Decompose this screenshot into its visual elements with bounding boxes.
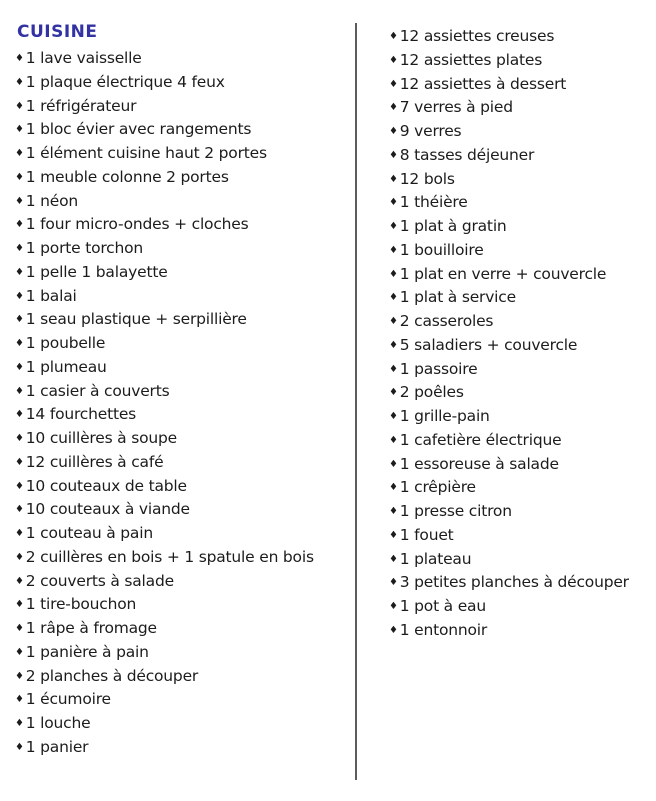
- item-text: 1 cafetière électrique: [399, 430, 562, 449]
- list-item: [15, 642, 314, 666]
- page-title: CUISINE: [17, 22, 98, 42]
- list-item: [389, 549, 629, 573]
- column-divider-line: [355, 23, 357, 780]
- list-item: [15, 618, 314, 642]
- item-text: 1 bloc évier avec rangements: [25, 120, 252, 139]
- diamond-bullet-icon: ♦: [389, 624, 398, 636]
- item-text: 2 planches à découper: [25, 666, 199, 685]
- list-item: [389, 359, 629, 383]
- item-text: 7 verres à pied: [399, 98, 513, 117]
- list-item: [389, 382, 629, 406]
- list-item: [15, 119, 314, 143]
- item-text: 12 assiettes creuses: [399, 27, 555, 45]
- list-item: [15, 404, 314, 428]
- item-text: 1 élément cuisine haut 2 portes: [25, 144, 267, 162]
- diamond-bullet-icon: ♦: [15, 480, 24, 492]
- diamond-bullet-icon: ♦: [389, 31, 398, 42]
- diamond-bullet-icon: ♦: [15, 195, 24, 207]
- item-text: 1 porte torchon: [25, 239, 144, 257]
- diamond-bullet-icon: ♦: [389, 434, 398, 446]
- item-text: 14 fourchettes: [25, 405, 137, 424]
- diamond-bullet-icon: ♦: [389, 458, 398, 470]
- left-column: [15, 22, 314, 761]
- list-item: [15, 571, 314, 595]
- diamond-bullet-icon: ♦: [15, 694, 24, 706]
- item-text: 1 passoire: [399, 359, 478, 378]
- list-item: [15, 143, 314, 167]
- diamond-bullet-icon: ♦: [389, 506, 398, 517]
- diamond-bullet-icon: ♦: [15, 314, 24, 326]
- item-text: 1 entonnoir: [399, 620, 488, 639]
- item-text: 12 assiettes plates: [399, 50, 543, 69]
- list-item: [15, 214, 314, 238]
- list-item: [15, 167, 314, 191]
- list-item: [15, 713, 314, 737]
- list-item: [389, 430, 629, 454]
- list-item: [389, 335, 629, 359]
- list-item: [389, 311, 629, 335]
- diamond-bullet-icon: ♦: [389, 363, 398, 375]
- item-text: 1 poubelle: [25, 334, 106, 352]
- diamond-bullet-icon: ♦: [15, 409, 24, 421]
- item-text: 1 réfrigérateur: [25, 96, 137, 115]
- item-text: 1 essoreuse à salade: [399, 454, 559, 473]
- item-text: 2 casseroles: [399, 312, 494, 330]
- list-item: [15, 499, 314, 523]
- diamond-bullet-icon: ♦: [15, 456, 24, 468]
- item-text: 12 bols: [399, 169, 455, 188]
- item-text: 1 théière: [399, 193, 468, 212]
- list-item: [15, 309, 314, 333]
- diamond-bullet-icon: ♦: [389, 197, 398, 209]
- diamond-bullet-icon: ♦: [389, 577, 398, 589]
- diamond-bullet-icon: ♦: [15, 551, 24, 563]
- list-item: [15, 666, 314, 690]
- item-text: 2 poêles: [399, 383, 464, 402]
- item-text: 1 néon: [25, 191, 79, 210]
- diamond-bullet-icon: ♦: [389, 553, 398, 565]
- diamond-bullet-icon: ♦: [389, 601, 398, 612]
- diamond-bullet-icon: ♦: [15, 100, 24, 112]
- diamond-bullet-icon: ♦: [389, 78, 398, 90]
- list-item: [15, 333, 314, 357]
- item-text: 1 crêpière: [399, 478, 476, 497]
- list-item: [389, 192, 629, 216]
- item-text: 1 balai: [25, 286, 77, 305]
- diamond-bullet-icon: ♦: [15, 219, 24, 231]
- list-item: [389, 169, 629, 193]
- list-item: [389, 525, 629, 549]
- diamond-bullet-icon: ♦: [15, 623, 24, 634]
- list-item: [15, 689, 314, 713]
- item-text: 1 couteau à pain: [25, 524, 153, 542]
- diamond-bullet-icon: ♦: [15, 528, 24, 539]
- item-text: 1 panier: [25, 737, 89, 756]
- list-item: [15, 357, 314, 381]
- left-item-list: [15, 48, 314, 761]
- list-item: [389, 454, 629, 478]
- diamond-bullet-icon: ♦: [389, 268, 398, 280]
- list-item: [15, 594, 314, 618]
- diamond-bullet-icon: ♦: [15, 599, 24, 611]
- list-item: [389, 26, 629, 50]
- diamond-bullet-icon: ♦: [15, 171, 24, 183]
- diamond-bullet-icon: ♦: [15, 124, 24, 136]
- list-item: [389, 121, 629, 145]
- diamond-bullet-icon: ♦: [15, 646, 24, 658]
- item-text: 10 couteaux de table: [25, 476, 187, 495]
- diamond-bullet-icon: ♦: [15, 53, 24, 64]
- list-item: [389, 145, 629, 169]
- item-text: 1 plat à service: [399, 288, 516, 307]
- item-text: 1 pot à eau: [399, 597, 486, 615]
- item-text: 10 cuillères à soupe: [25, 429, 177, 447]
- list-item: [15, 48, 314, 72]
- list-item: [389, 74, 629, 98]
- diamond-bullet-icon: ♦: [389, 292, 398, 304]
- item-text: 5 saladiers + couvercle: [399, 335, 578, 354]
- list-item: [15, 286, 314, 310]
- diamond-bullet-icon: ♦: [389, 411, 398, 422]
- item-text: 2 couverts à salade: [25, 571, 174, 590]
- list-item: [15, 476, 314, 500]
- diamond-bullet-icon: ♦: [15, 433, 24, 444]
- diamond-bullet-icon: ♦: [15, 504, 24, 516]
- item-text: 1 panière à pain: [25, 642, 149, 661]
- item-text: 1 plaque électrique 4 feux: [25, 72, 225, 91]
- diamond-bullet-icon: ♦: [15, 76, 24, 88]
- list-item: [389, 264, 629, 288]
- diamond-bullet-icon: ♦: [389, 482, 398, 494]
- list-item: [389, 50, 629, 74]
- item-text: 1 louche: [25, 714, 91, 732]
- diamond-bullet-icon: ♦: [389, 244, 398, 256]
- list-item: [15, 523, 314, 547]
- right-item-list: [389, 26, 629, 644]
- item-text: 1 râpe à fromage: [25, 619, 157, 637]
- diamond-bullet-icon: ♦: [389, 316, 398, 327]
- list-item: [15, 428, 314, 452]
- item-text: 1 plat en verre + couvercle: [399, 264, 607, 283]
- item-text: 1 seau plastique + serpillière: [25, 310, 247, 329]
- diamond-bullet-icon: ♦: [389, 173, 398, 185]
- diamond-bullet-icon: ♦: [15, 243, 24, 254]
- list-item: [389, 97, 629, 121]
- item-text: 1 grille-pain: [399, 407, 490, 425]
- diamond-bullet-icon: ♦: [389, 221, 398, 232]
- diamond-bullet-icon: ♦: [15, 741, 24, 753]
- item-text: 12 assiettes à dessert: [399, 74, 567, 93]
- item-text: 12 cuillères à café: [25, 452, 164, 471]
- item-text: 9 verres: [399, 122, 462, 140]
- item-text: 1 plumeau: [25, 357, 107, 376]
- right-column: [389, 26, 629, 644]
- diamond-bullet-icon: ♦: [389, 126, 398, 137]
- list-item: [389, 216, 629, 240]
- list-item: [389, 477, 629, 501]
- list-item: [389, 240, 629, 264]
- item-text: 10 couteaux à viande: [25, 500, 190, 519]
- diamond-bullet-icon: ♦: [389, 149, 398, 161]
- diamond-bullet-icon: ♦: [15, 266, 24, 278]
- list-item: [15, 96, 314, 120]
- item-text: 1 casier à couverts: [25, 381, 170, 400]
- item-text: 3 petites planches à découper: [399, 573, 629, 592]
- item-text: 1 meuble colonne 2 portes: [25, 167, 229, 186]
- list-item: [389, 620, 629, 644]
- list-item: [15, 547, 314, 571]
- diamond-bullet-icon: ♦: [15, 575, 24, 587]
- list-item: [389, 406, 629, 430]
- list-item: [15, 72, 314, 96]
- item-text: 1 tire-bouchon: [25, 595, 137, 614]
- diamond-bullet-icon: ♦: [15, 290, 24, 302]
- diamond-bullet-icon: ♦: [15, 361, 24, 373]
- list-item: [389, 287, 629, 311]
- list-item: [15, 238, 314, 262]
- diamond-bullet-icon: ♦: [389, 102, 398, 114]
- list-item: [15, 452, 314, 476]
- list-item: [389, 501, 629, 525]
- item-text: 1 lave vaisselle: [25, 49, 142, 67]
- item-text: 1 fouet: [399, 525, 454, 544]
- list-item: [15, 191, 314, 215]
- diamond-bullet-icon: ♦: [389, 339, 398, 351]
- item-text: 1 presse citron: [399, 502, 512, 520]
- list-item: [389, 596, 629, 620]
- diamond-bullet-icon: ♦: [15, 148, 24, 159]
- item-text: 1 bouilloire: [399, 240, 484, 259]
- diamond-bullet-icon: ♦: [15, 718, 24, 729]
- item-text: 2 cuillères en bois + 1 spatule en bois: [25, 547, 314, 566]
- diamond-bullet-icon: ♦: [389, 387, 398, 399]
- item-text: 8 tasses déjeuner: [399, 145, 535, 164]
- list-item: [15, 262, 314, 286]
- diamond-bullet-icon: ♦: [15, 670, 24, 682]
- diamond-bullet-icon: ♦: [15, 385, 24, 397]
- item-text: 1 pelle 1 balayette: [25, 262, 168, 281]
- diamond-bullet-icon: ♦: [389, 529, 398, 541]
- diamond-bullet-icon: ♦: [389, 54, 398, 66]
- item-text: 1 écumoire: [25, 690, 111, 709]
- item-text: 1 plat à gratin: [399, 217, 507, 235]
- item-text: 1 plateau: [399, 549, 472, 568]
- diamond-bullet-icon: ♦: [15, 338, 24, 349]
- list-item: [15, 737, 314, 761]
- list-item: [15, 381, 314, 405]
- item-text: 1 four micro-ondes + cloches: [25, 215, 249, 234]
- list-item: [389, 572, 629, 596]
